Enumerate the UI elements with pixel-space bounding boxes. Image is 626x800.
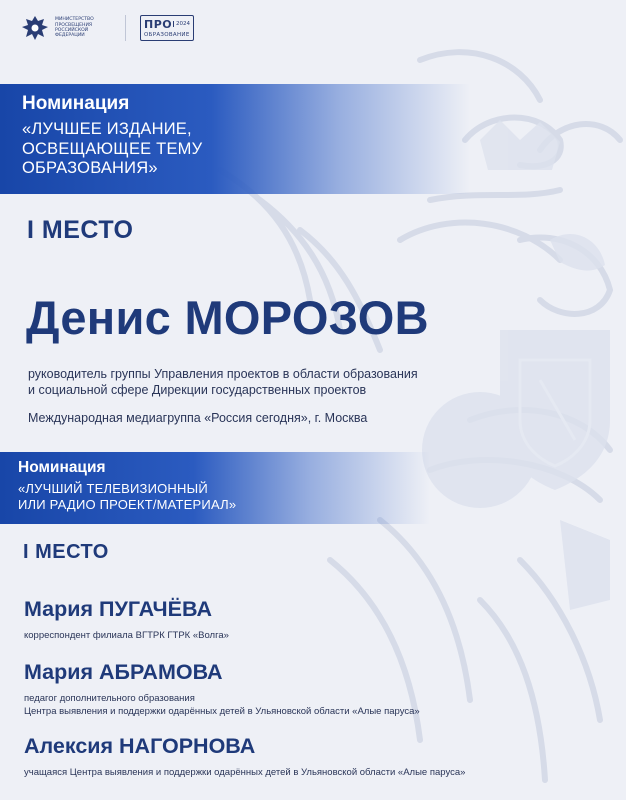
- place-heading: I МЕСТО: [23, 541, 109, 563]
- description-line: корреспондент филиала ВГТРК ГТРК «Волга»: [24, 630, 229, 641]
- header: [20, 12, 194, 44]
- winner-description: [24, 693, 420, 718]
- nomination-banner-2: [0, 452, 430, 524]
- ministry-logo: [20, 13, 115, 43]
- description-line: Центра выявления и поддержки одарённых детей в Ульяновской области «Алые паруса»: [24, 705, 420, 717]
- winner-name: Мария ПУГАЧЁВА: [24, 597, 213, 621]
- winner-organization: Международная медиагруппа «Россия сегодня», г. Москва: [28, 411, 368, 425]
- ministry-name: [55, 17, 115, 39]
- nomination-title-line: «ЛУЧШЕЕ ИЗДАНИЕ,: [22, 120, 192, 138]
- description-line: педагог дополнительного образования: [24, 693, 195, 704]
- ministry-line: МИНИСТЕРСТВО: [55, 17, 94, 23]
- winner-role: [28, 366, 418, 398]
- place-heading: I МЕСТО: [27, 216, 134, 244]
- nomination-title-line: ОСВЕЩАЮЩЕЕ ТЕМУ: [22, 139, 203, 158]
- nomination-label: Номинация: [18, 459, 106, 476]
- pro-subtitle: ОБРАЗОВАНИЕ: [144, 31, 190, 38]
- role-line: руководитель группы Управления проектов в области образования: [28, 367, 418, 381]
- eagle-emblem-icon: [20, 13, 50, 43]
- winner-name: Денис МОРОЗОВ: [26, 291, 429, 344]
- nomination-title: [22, 120, 470, 179]
- pro-education-logo: [140, 15, 194, 41]
- winner-description: [24, 767, 465, 780]
- ministry-line: ПРОСВЕЩЕНИЯ: [55, 22, 93, 28]
- role-line: и социальной сфере Дирекции государственных проектов: [28, 383, 367, 397]
- winner-description: [24, 630, 229, 643]
- nomination-banner-1: [0, 84, 470, 194]
- nomination-title-line: ИЛИ РАДИО ПРОЕКТ/МАТЕРИАЛ»: [18, 496, 237, 512]
- pro-word: ПРО: [144, 17, 173, 31]
- header-divider: [125, 15, 126, 41]
- nomination-title-line: ОБРАЗОВАНИЯ»: [22, 159, 158, 177]
- winner-name: Мария АБРАМОВА: [24, 660, 223, 684]
- description-line: учащаяся Центра выявления и поддержки одарённых детей в Ульяновской области «Алые паруса»: [24, 767, 466, 778]
- ministry-line: РОССИЙСКОЙ: [55, 28, 89, 33]
- nomination-label: Номинация: [22, 93, 130, 114]
- nomination-title: [18, 481, 430, 512]
- pro-year: 2024: [173, 21, 190, 27]
- ministry-line: ФЕДЕРАЦИИ: [55, 33, 85, 39]
- winner-name: Алексия НАГОРНОВА: [24, 734, 256, 758]
- nomination-title-line: «ЛУЧШИЙ ТЕЛЕВИЗИОННЫЙ: [18, 481, 208, 496]
